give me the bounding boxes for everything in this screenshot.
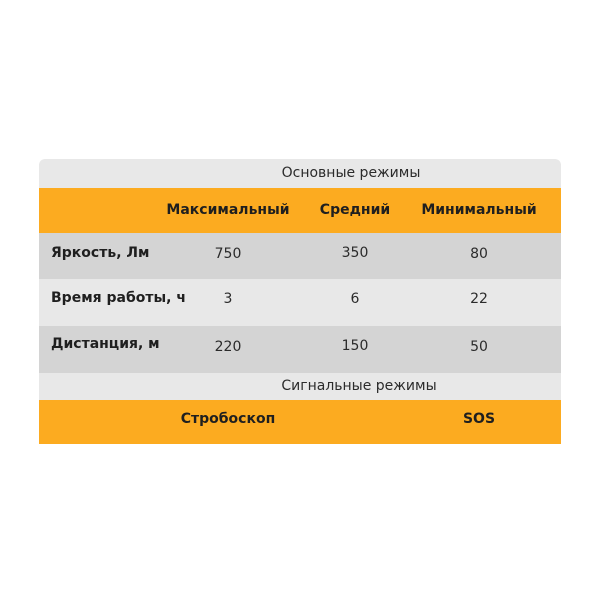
table-cell: 350 [341,245,369,261]
column-header-max: Максимальный [166,202,290,218]
table-row [39,279,561,326]
main-modes-header [39,159,561,188]
signal-modes-title: Сигнальные режимы [281,378,437,394]
column-header-medium: Средний [319,202,391,218]
row-label-runtime: Время работы, ч [51,290,186,306]
row-label-distance: Дистанция, м [51,336,160,352]
signal-modes-row [39,400,561,444]
table-cell: 3 [223,291,233,307]
column-header-min: Минимальный [421,202,537,218]
row-label-brightness: Яркость, Лм [51,245,150,261]
table-cell: 150 [341,338,369,354]
table-cell: 22 [470,291,488,307]
table-cell: 50 [470,339,488,355]
table-row [39,233,561,279]
specs-table [39,159,561,444]
signal-mode-sos: SOS [462,411,496,427]
table-cell: 80 [470,246,488,262]
table-cell: 6 [350,291,360,307]
column-header-row [39,188,561,233]
table-cell: 220 [214,339,242,355]
main-modes-title: Основные режимы [281,165,421,181]
table-row [39,326,561,373]
signal-modes-header [39,373,561,400]
signal-mode-strobe: Стробоскоп [180,411,276,427]
table-cell: 750 [214,246,242,262]
